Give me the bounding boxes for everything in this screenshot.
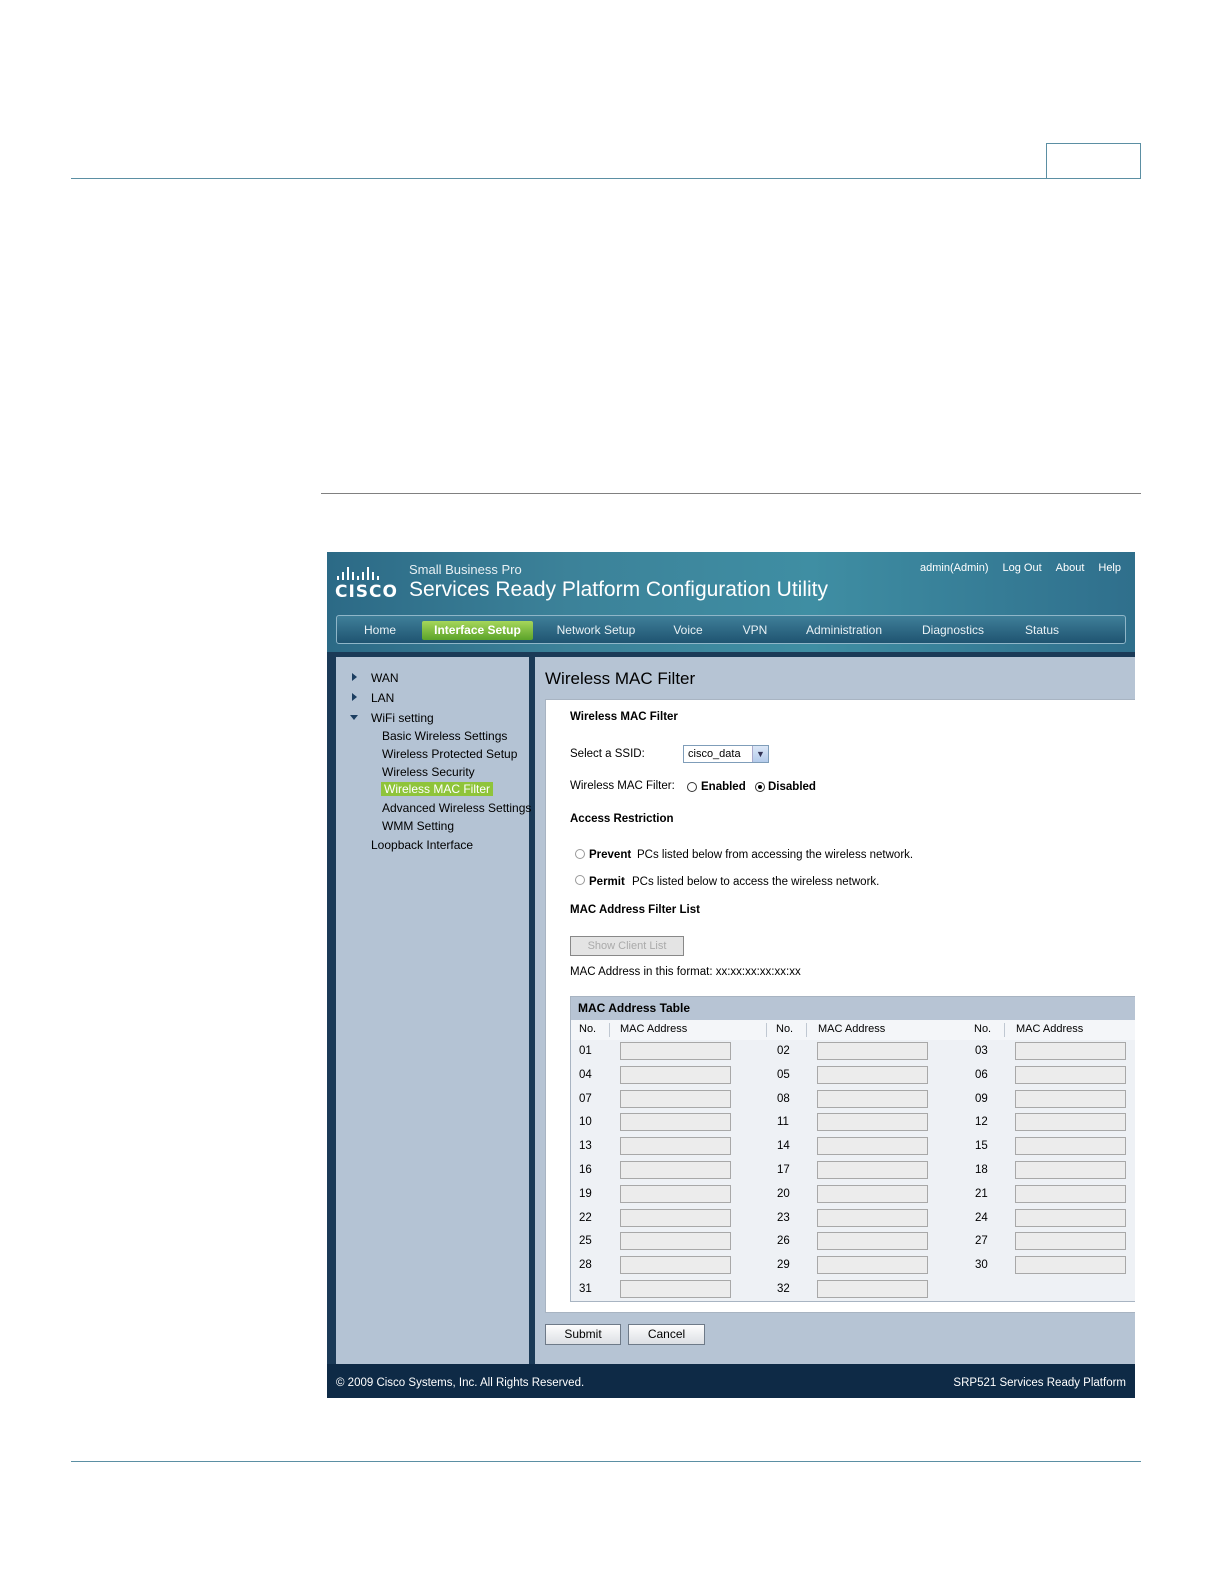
mac-entry-number: 15 xyxy=(975,1140,988,1153)
mac-entry-number: 03 xyxy=(975,1045,988,1057)
mac-address-input[interactable] xyxy=(817,1137,928,1155)
col-divider xyxy=(806,1023,807,1037)
section-title: Wireless MAC Filter xyxy=(570,711,678,723)
table-row xyxy=(571,1111,1135,1135)
mac-entry-number: 21 xyxy=(975,1187,988,1200)
mac-address-input[interactable] xyxy=(620,1113,731,1131)
mac-address-input[interactable] xyxy=(620,1137,731,1155)
col-no-2: No. xyxy=(776,1023,794,1035)
table-row xyxy=(571,1135,1135,1159)
mac-entry-number: 13 xyxy=(579,1140,592,1153)
mac-entry-number: 23 xyxy=(777,1211,790,1224)
chevron-down-icon[interactable]: ▼ xyxy=(752,746,768,762)
col-no-1: No. xyxy=(579,1023,597,1035)
mac-entry-number: 14 xyxy=(777,1140,790,1153)
user-link[interactable]: admin(Admin) xyxy=(920,562,989,574)
sidebar-item-loopback[interactable]: Loopback Interface xyxy=(371,838,474,852)
logout-link[interactable]: Log Out xyxy=(1002,562,1042,574)
mac-address-input[interactable] xyxy=(1015,1090,1126,1108)
mac-address-input[interactable] xyxy=(817,1209,928,1227)
submit-button[interactable]: Submit xyxy=(545,1324,621,1345)
col-no-3: No. xyxy=(974,1023,992,1035)
mac-address-input[interactable] xyxy=(817,1090,928,1108)
mac-address-input[interactable] xyxy=(620,1280,731,1298)
permit-radio[interactable] xyxy=(575,875,585,885)
doc-chapter-tab xyxy=(1046,143,1141,178)
cancel-button[interactable]: Cancel xyxy=(628,1324,705,1345)
col-mac-2: MAC Address xyxy=(818,1023,886,1035)
tab-diagnostics[interactable]: Diagnostics xyxy=(921,623,985,637)
expand-arrow-icon[interactable] xyxy=(352,673,357,681)
tab-status[interactable]: Status xyxy=(1024,623,1060,637)
table-row xyxy=(571,1207,1135,1231)
tab-home[interactable]: Home xyxy=(363,623,396,637)
sidebar-item-lan[interactable]: LAN xyxy=(371,691,395,705)
ssid-label: Select a SSID: xyxy=(570,748,645,760)
filter-disabled-radio[interactable] xyxy=(755,782,765,792)
col-divider xyxy=(609,1023,610,1037)
mac-entry-number: 22 xyxy=(579,1211,592,1224)
mac-entry-number: 06 xyxy=(975,1068,988,1081)
sidebar xyxy=(336,657,532,1364)
tab-administration[interactable]: Administration xyxy=(805,623,883,637)
mac-address-input[interactable] xyxy=(1015,1066,1126,1084)
table-row xyxy=(571,1064,1135,1088)
sidebar-item-basic-wireless[interactable]: Basic Wireless Settings xyxy=(382,729,508,743)
mac-address-input[interactable] xyxy=(620,1232,731,1250)
prevent-radio[interactable] xyxy=(575,849,585,859)
ssid-select[interactable] xyxy=(683,745,769,763)
filter-enabled-radio[interactable] xyxy=(687,782,697,792)
app-header xyxy=(327,552,1135,652)
sidebar-item-advanced-wireless[interactable]: Advanced Wireless Settings xyxy=(382,801,532,815)
content-panel xyxy=(545,699,1135,1313)
table-row xyxy=(571,1159,1135,1183)
mac-address-input[interactable] xyxy=(620,1185,731,1203)
mac-entry-number: 20 xyxy=(777,1187,790,1200)
mac-entry-number: 30 xyxy=(975,1259,988,1272)
mac-address-input[interactable] xyxy=(1015,1161,1126,1179)
tab-network-setup[interactable]: Network Setup xyxy=(556,623,636,637)
mac-entry-number: 31 xyxy=(579,1283,592,1295)
mac-address-input[interactable] xyxy=(620,1042,731,1060)
mac-entry-number: 11 xyxy=(777,1116,789,1129)
expand-arrow-icon[interactable] xyxy=(352,693,357,701)
mac-table-title: MAC Address Table xyxy=(571,997,1135,1020)
mac-entry-number: 08 xyxy=(777,1092,790,1105)
filter-label: Wireless MAC Filter: xyxy=(570,780,675,792)
mac-address-input[interactable] xyxy=(817,1256,928,1274)
permit-label: Permit xyxy=(589,876,625,888)
sidebar-item-wireless-mac-filter[interactable]: Wireless MAC Filter xyxy=(381,782,493,796)
mac-address-input[interactable] xyxy=(1015,1232,1126,1250)
sidebar-item-wifi-setting[interactable]: WiFi setting xyxy=(371,711,434,725)
product-line: Small Business Pro xyxy=(409,562,522,577)
mac-entry-number: 19 xyxy=(579,1187,592,1200)
show-client-list-button[interactable]: Show Client List xyxy=(570,936,684,956)
mac-entry-number: 01 xyxy=(579,1045,592,1057)
cisco-logo xyxy=(335,564,398,604)
doc-rule-mid xyxy=(321,493,1141,494)
screenshot-window xyxy=(327,552,1135,1398)
mac-address-input[interactable] xyxy=(1015,1256,1126,1274)
mac-entry-number: 05 xyxy=(777,1068,790,1081)
mac-address-input[interactable] xyxy=(1015,1137,1126,1155)
product-name: SRP521 Services Ready Platform xyxy=(953,1377,1126,1389)
mac-entry-number: 10 xyxy=(579,1116,592,1129)
mac-entry-number: 27 xyxy=(975,1235,988,1248)
mac-entry-number: 09 xyxy=(975,1092,988,1105)
mac-entry-number: 32 xyxy=(777,1283,790,1295)
col-divider xyxy=(766,1023,767,1037)
mac-address-input[interactable] xyxy=(1015,1185,1126,1203)
header-links xyxy=(920,562,1135,574)
mac-entry-number: 25 xyxy=(579,1235,592,1248)
copyright: © 2009 Cisco Systems, Inc. All Rights Reserved. xyxy=(336,1377,585,1389)
mac-address-input[interactable] xyxy=(1015,1113,1126,1131)
mac-entry-number: 17 xyxy=(777,1164,790,1176)
mac-address-table xyxy=(570,996,1135,1302)
permit-text: PCs listed below to access the wireless network. xyxy=(632,876,880,888)
prevent-label: Prevent xyxy=(589,849,632,861)
collapse-arrow-icon[interactable] xyxy=(350,715,358,720)
doc-rule-bottom xyxy=(71,1461,1141,1462)
prevent-text: PCs listed below from accessing the wireless network. xyxy=(637,849,914,861)
main-nav xyxy=(336,615,1126,644)
tab-voice[interactable]: Voice xyxy=(673,623,703,637)
mac-address-input[interactable] xyxy=(620,1161,731,1179)
cisco-logo-bars-icon xyxy=(337,564,395,580)
mac-address-input[interactable] xyxy=(817,1042,928,1060)
mac-address-input[interactable] xyxy=(1015,1042,1126,1060)
mac-entry-number: 02 xyxy=(777,1045,790,1057)
table-row xyxy=(571,1230,1135,1254)
mac-address-input[interactable] xyxy=(817,1161,928,1179)
mac-format-hint: MAC Address in this format: xx:xx:xx:xx:xx:xx xyxy=(570,966,801,978)
table-row xyxy=(571,1040,1135,1064)
filter-disabled-label: Disabled xyxy=(768,781,816,793)
tab-vpn[interactable]: VPN xyxy=(742,623,768,637)
table-row xyxy=(571,1278,1135,1302)
mac-entry-number: 16 xyxy=(579,1164,592,1176)
mac-list-title: MAC Address Filter List xyxy=(570,904,700,916)
mac-entry-number: 28 xyxy=(579,1259,592,1272)
table-row xyxy=(571,1254,1135,1278)
mac-entry-number: 04 xyxy=(579,1068,592,1081)
table-row xyxy=(571,1183,1135,1207)
main-content xyxy=(535,657,1135,1364)
col-mac-1: MAC Address xyxy=(620,1023,688,1035)
mac-entry-number: 24 xyxy=(975,1211,988,1224)
mac-entry-number: 07 xyxy=(579,1092,592,1105)
cisco-wordmark: CISCO xyxy=(335,582,398,602)
table-row xyxy=(571,1088,1135,1112)
mac-address-input[interactable] xyxy=(817,1066,928,1084)
sidebar-item-wan[interactable]: WAN xyxy=(371,671,399,685)
sidebar-item-wmm-setting[interactable]: WMM Setting xyxy=(382,819,455,833)
mac-address-input[interactable] xyxy=(817,1113,928,1131)
footer xyxy=(327,1364,1135,1398)
tab-interface-setup[interactable]: Interface Setup xyxy=(422,621,533,640)
mac-address-input[interactable] xyxy=(1015,1209,1126,1227)
ssid-select-value: cisco_data xyxy=(688,748,741,760)
mac-address-input[interactable] xyxy=(817,1185,928,1203)
page-title: Wireless MAC Filter xyxy=(545,669,696,688)
mac-address-input[interactable] xyxy=(620,1090,731,1108)
mac-address-input[interactable] xyxy=(620,1256,731,1274)
mac-entry-number: 12 xyxy=(975,1116,988,1129)
help-link[interactable]: Help xyxy=(1098,562,1121,574)
col-divider xyxy=(1004,1023,1005,1037)
access-restriction-title: Access Restriction xyxy=(570,813,674,825)
app-title: Services Ready Platform Configuration Utility xyxy=(409,578,828,601)
mac-address-input[interactable] xyxy=(817,1280,928,1298)
sidebar-item-wireless-security[interactable]: Wireless Security xyxy=(382,765,475,779)
doc-rule-top xyxy=(71,178,1141,179)
filter-enabled-label: Enabled xyxy=(701,781,746,793)
mac-table-header xyxy=(571,1020,1135,1040)
mac-address-input[interactable] xyxy=(817,1232,928,1250)
mac-address-input[interactable] xyxy=(620,1066,731,1084)
mac-address-input[interactable] xyxy=(620,1209,731,1227)
about-link[interactable]: About xyxy=(1055,562,1085,574)
mac-entry-number: 29 xyxy=(777,1259,790,1272)
col-mac-3: MAC Address xyxy=(1016,1023,1084,1035)
mac-entry-number: 18 xyxy=(975,1164,988,1176)
sidebar-item-wps[interactable]: Wireless Protected Setup xyxy=(382,747,518,761)
mac-entry-number: 26 xyxy=(777,1235,790,1248)
